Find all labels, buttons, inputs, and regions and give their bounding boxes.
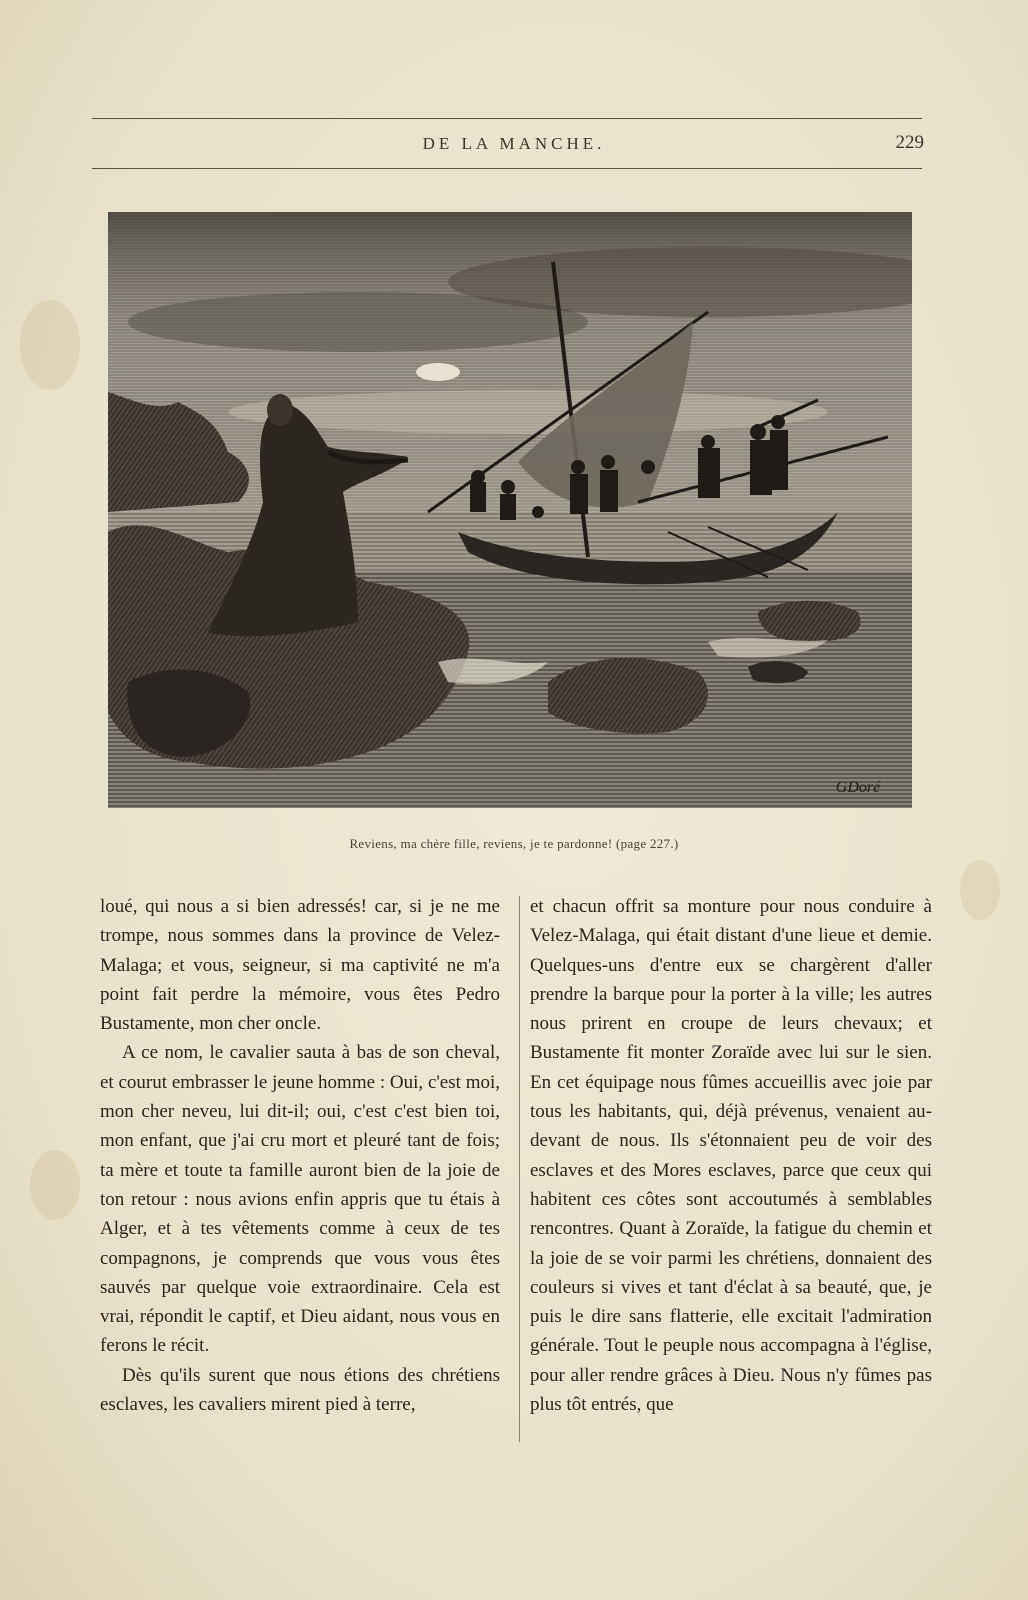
engraving-sea-boat-scene-icon [108,212,912,808]
page-number: 229 [895,132,924,153]
paragraph: A ce nom, le cavalier sauta à bas de son cheval, et courut embrasser le jeune homme : Oui, c'est moi, mon cher neveu, lui dit-il; oui, c'est c'est bien toi, mon enfant, que j'ai cru mort et pleuré tant de fois; ta mère et toute ta famille auront bien de la joie de ton retour : nous avions enfin appris que tu étais à Alger, et à tes vêtements comme à ceux de tes compagnons, je comprends que vous vous êtes sauvés par quelque voie extraordinaire. Cela est vrai, répondit le captif, et Dieu aidant, nous vous en ferons le récit. [100,1042,500,1357]
paper-stain [960,860,1000,920]
paragraph: et chacun offrit sa monture pour nous conduire à Velez-Malaga, qui était distant d'une lieue et demie. Quelques-uns d'entre eux se chargèrent d'aller prendre la barque pour la porter à la ville; les autres nous prirent en croupe de leurs chevaux; et Bustamente fit monter Zoraïde avec lui sur le sien. En cet équipage nous fûmes accueillis avec joie par tous les habitants, qui, déjà prévenus, venaient au-devant de nous. Ils s'étonnaient peu de voir des esclaves et des Mores esclaves, parce que ceux qui habitent ces côtes sont accoutumés à semblables rencontres. Quant à Zoraïde, la fatigue du chemin et la joie de se voir parmi les chrétiens, donnaient des couleurs si vives et tant d'éclat à sa beauté, que, je puis le dire sans flatterie, elle excitait l'admiration générale. Tout le peuple nous accompagna à l'église, pour aller rendre grâces à Dieu. Nous n'y fûmes pas plus tôt entrés, que [530,896,932,1416]
running-title: DE LA MANCHE. [422,134,606,153]
svg-text:GDoré: GDoré [835,779,881,796]
header-rule-top [92,118,922,119]
paragraph: Dès qu'ils surent que nous étions des chrétiens esclaves, les cavaliers mirent pied à terre, [100,1364,500,1416]
text-column-right [530,892,932,1419]
column-divider [519,896,520,1442]
text-column-left [100,892,500,1419]
paper-stain [30,1150,80,1220]
paragraph: loué, qui nous a si bien adressés! car, si je ne me trompe, nous sommes dans la province de Velez-Malaga; et vous, seigneur, si ma captivité ne m'a point fait perdre la mémoire, vous êtes Pedro Bustamente, mon cher oncle. [100,896,500,1035]
paper-stain [20,300,80,390]
illustration-caption: Reviens, ma chère fille, reviens, je te pardonne! (page 227.) [349,836,679,851]
header-rule-bottom [92,168,922,169]
